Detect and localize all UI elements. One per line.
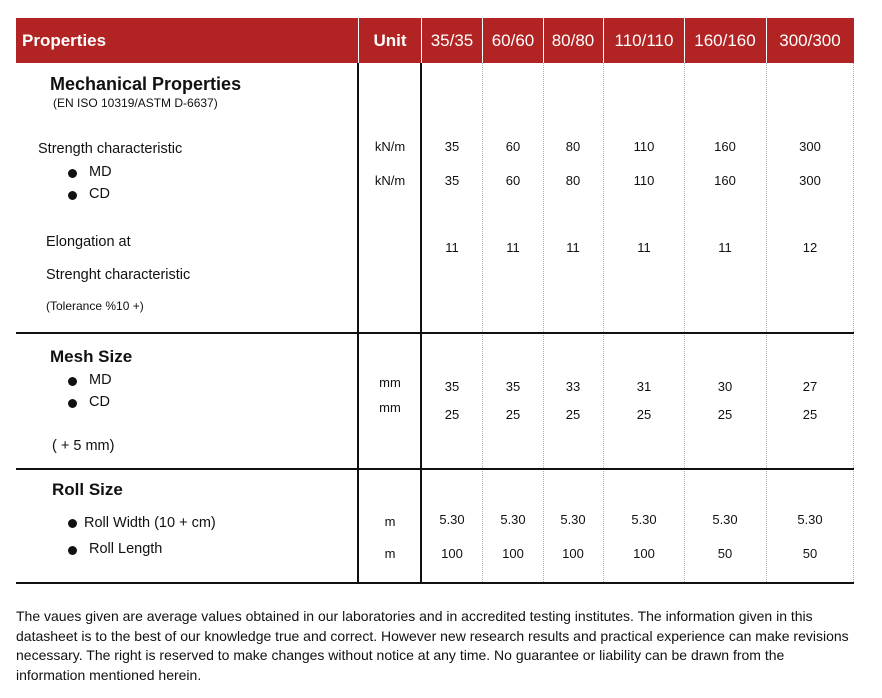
mesh-md-value: 35 <box>505 379 521 394</box>
roll-width-value: 5.30 <box>500 512 526 527</box>
mesh-cd-value: 25 <box>505 407 521 422</box>
roll-width-value: 5.30 <box>560 512 586 527</box>
cd-unit: kN/m <box>374 173 406 188</box>
bullet-icon <box>68 377 77 386</box>
mesh-md-value: 30 <box>717 379 733 394</box>
mesh-md-unit: mm <box>379 375 401 390</box>
mesh-md-value: 35 <box>444 379 460 394</box>
bullet-icon <box>68 191 77 200</box>
header-properties: Properties <box>22 31 107 50</box>
section-title-mechanical: Mechanical Properties <box>50 74 242 94</box>
roll-width-label: Roll Width (10 + cm) <box>84 515 216 531</box>
roll-length-value: 100 <box>562 546 584 561</box>
section-title-roll: Roll Size <box>52 480 123 499</box>
roll-width-value: 5.30 <box>439 512 465 527</box>
roll-length-value: 100 <box>633 546 655 561</box>
strength-cd-value: 110 <box>633 173 655 188</box>
strength-md-value: 80 <box>565 139 581 154</box>
elongation-value: 11 <box>445 240 459 255</box>
header-separator <box>543 18 544 63</box>
roll-width-value: 5.30 <box>631 512 657 527</box>
strength-md-value: 35 <box>444 139 460 154</box>
header-col-3: 80/80 <box>551 31 595 50</box>
section-divider <box>16 332 854 334</box>
elongation-value: 11 <box>718 240 732 255</box>
strength-cd-value: 80 <box>565 173 581 188</box>
header-col-2: 60/60 <box>491 31 535 50</box>
section-divider <box>16 468 854 470</box>
mesh-md-label: MD <box>89 372 112 388</box>
roll-length-value: 50 <box>717 546 733 561</box>
header-separator <box>684 18 685 63</box>
roll-length-value: 100 <box>502 546 524 561</box>
bullet-icon <box>68 519 77 528</box>
header-separator <box>358 18 359 63</box>
strength-md-value: 60 <box>505 139 521 154</box>
roll-length-unit: m <box>384 546 396 561</box>
roll-length-label: Roll Length <box>89 541 163 557</box>
elongation-value: 11 <box>566 240 580 255</box>
strength-cd-value: 35 <box>444 173 460 188</box>
standard-reference: (EN ISO 10319/ASTM D-6637) <box>53 96 218 110</box>
header-col-5: 160/160 <box>694 31 756 50</box>
mesh-tolerance: ( + 5 mm) <box>52 438 115 454</box>
column-divider <box>853 63 854 584</box>
header-separator <box>482 18 483 63</box>
section-divider <box>16 582 854 584</box>
header-col-4: 110/110 <box>614 31 674 50</box>
mesh-cd-value: 25 <box>636 407 652 422</box>
header-separator <box>603 18 604 63</box>
roll-length-value: 100 <box>441 546 463 561</box>
bullet-icon <box>68 399 77 408</box>
strength-label: Strength characteristic <box>38 141 183 157</box>
roll-width-value: 5.30 <box>797 512 823 527</box>
mesh-cd-value: 25 <box>444 407 460 422</box>
bullet-icon <box>68 546 77 555</box>
disclaimer-text: The vaues given are average values obtained in our laboratories and in accredited testing institutes. The information given in this datasheet is to the best of our knowledge true and correct. However new research results and practical experience can make revisions necessary. The right is reserved to make changes without notice at any time. No guarantee or liability can be drawn from the information mentioned herein. <box>16 608 849 683</box>
mesh-cd-label: CD <box>89 394 110 410</box>
mesh-md-value: 27 <box>802 379 818 394</box>
strength-md-value: 160 <box>714 139 736 154</box>
roll-length-value: 50 <box>802 546 818 561</box>
elongation-label-2: Strenght characteristic <box>46 267 191 283</box>
elongation-value: 12 <box>802 240 818 255</box>
mesh-md-value: 31 <box>636 379 652 394</box>
elongation-tolerance: (Tolerance %10 +) <box>46 299 144 313</box>
header-separator <box>421 18 422 63</box>
roll-width-value: 5.30 <box>712 512 738 527</box>
header-col-1: 35/35 <box>430 31 474 50</box>
elongation-label: Elongation at <box>46 234 131 250</box>
elongation-value: 11 <box>637 240 651 255</box>
mesh-md-value: 33 <box>565 379 581 394</box>
md-label: MD <box>89 164 112 180</box>
cd-label: CD <box>89 186 110 202</box>
mesh-cd-value: 25 <box>565 407 581 422</box>
strength-cd-value: 160 <box>714 173 736 188</box>
strength-md-value: 110 <box>633 139 655 154</box>
md-unit: kN/m <box>374 139 406 154</box>
mesh-cd-unit: mm <box>379 400 401 415</box>
strength-cd-value: 60 <box>505 173 521 188</box>
header-separator <box>766 18 767 63</box>
bullet-icon <box>68 169 77 178</box>
header-col-6: 300/300 <box>779 31 841 50</box>
strength-cd-value: 300 <box>799 173 821 188</box>
mesh-cd-value: 25 <box>717 407 733 422</box>
mesh-cd-value: 25 <box>802 407 818 422</box>
roll-width-unit: m <box>384 514 396 529</box>
strength-md-value: 300 <box>799 139 821 154</box>
elongation-value: 11 <box>506 240 520 255</box>
header-unit: Unit <box>373 31 407 50</box>
section-title-mesh: Mesh Size <box>50 347 133 366</box>
